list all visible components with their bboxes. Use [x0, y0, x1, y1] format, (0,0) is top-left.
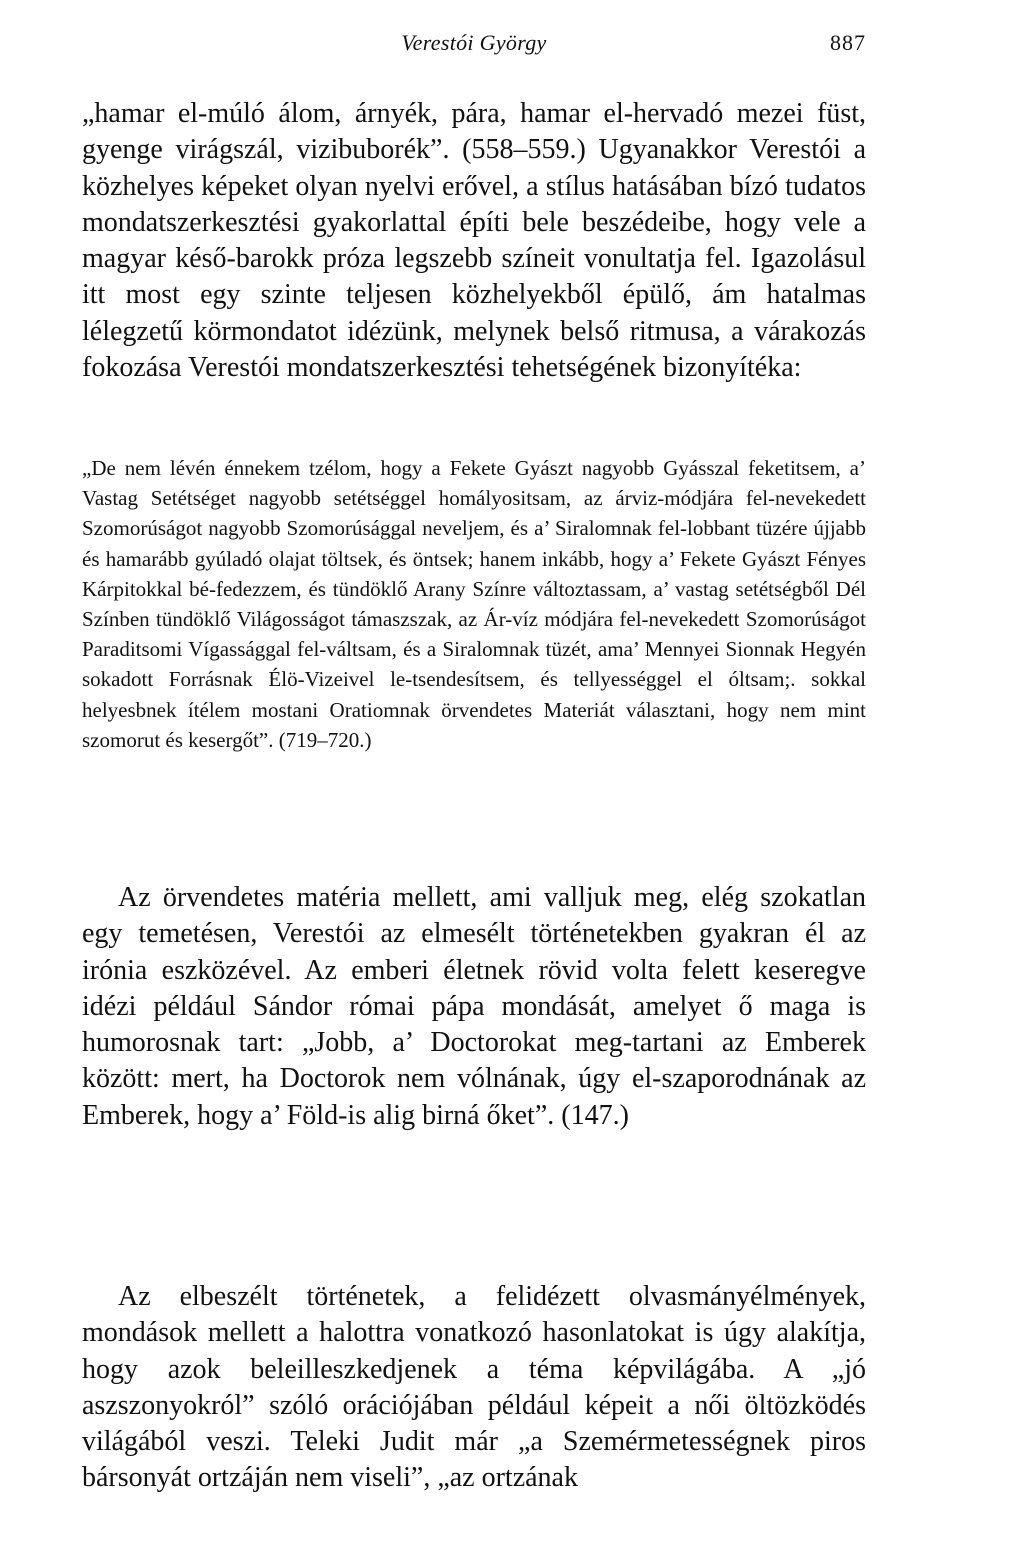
- page-number: 887: [830, 30, 866, 55]
- page-header: [82, 30, 866, 64]
- block-quotation: „De nem lévén énnekem tzélom, hogy a Fekete Gyászt nagyobb Gyásszal feketitsem, a’ Vastag Setétséget nagyobb setétséggel homályositsam, az árviz-módjára fel-nevekedett Szomorúságot nagyobb Szomorúsággal neveljem, és a’ Siralomnak fel-lobbant tüzére újjabb és hamarább gyúladó olajat töltsek, és öntsek; hanem inkább, hogy a’ Fekete Gyászt Fényes Kárpitokkal bé-fedezzem, és tündöklő Arany Színre változtassam, a’ vastag setétségből Dél Színben tündöklő Világosságot támaszszak, az Ár-víz módjára fel-nevekedett Szomorúságot Paraditsomi Vígassággal fel-váltsam, és a Siralomnak tüzét, ama’ Mennyei Sionnak Hegyén sokadott Forrásnak Élö-Vizeivel le-tsendesítsem, és tellyességgel el óltsam;. sokkal helyesbnek ítélem mostani Oratiomnak örvendetes Materiát választani, hogy nem mint szomorut és kesergőt”. (719–720.): [82, 456, 866, 752]
- running-title: Verestói György: [401, 30, 547, 55]
- paragraph-intro: „hamar el-múló álom, árnyék, pára, hamar el-hervadó mezei füst, gyenge virágszál, vizibuborék”. (558–559.) Ugyanakkor Verestói a közhelyes képeket olyan nyelvi erővel, a stílus hatásában bízó tudatos mondatszerkesztési gyakorlattal építi bele beszédeibe, hogy vele a magyar késő-barokk próza legszebb színeit vonultatja fel. Igazolásul itt most egy szinte teljesen közhelyekből épülő, ám hatalmas lélegzetű körmondatot idézünk, melynek belső ritmusa, a várakozás fokozása Verestói mondatszerkesztési tehetségének bizonyítéka:: [82, 98, 866, 384]
- paragraph-similes: Az elbeszélt történetek, a felidézett olvasmányélmények, mondások mellett a halottra vonatkozó hasonlatokat is úgy alakítja, hogy azok beleilleszkedjenek a téma képvilágába. A „jó aszszonyokról” szóló orációjában például képeit a női öltözködés világából veszi. Teleki Judit már „a Szemérmetességnek piros bársonyát ortzáján nem viseli”, „az ortzának: [82, 1281, 866, 1494]
- paragraph-irony: Az örvendetes matéria mellett, ami valljuk meg, elég szokatlan egy temetésen, Verestói az elmesélt történetekben gyakran él az irónia eszközével. Az emberi életnek rövid volta felett keseregve idézi például Sándor római pápa mondását, amelyet ő maga is humorosnak tart: „Jobb, a’ Doctorokat meg-tartani az Emberek között: mert, ha Doctorok nem vólnának, úgy el-szaporodnának az Emberek, hogy a’ Föld-is alig birná őket”. (147.): [82, 882, 866, 1131]
